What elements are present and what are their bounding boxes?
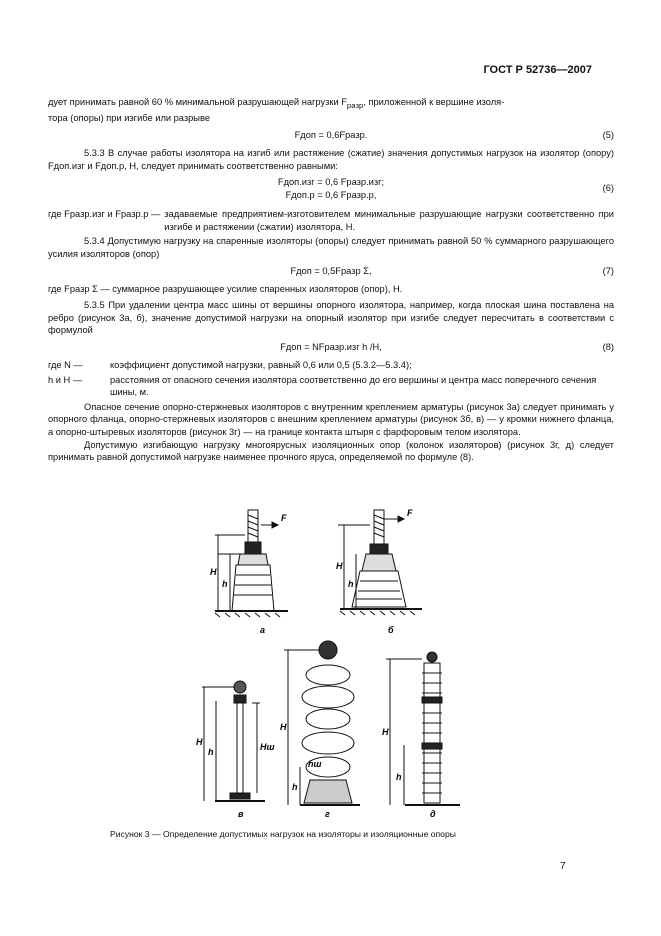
height-hw-label-g: hш [308,759,322,769]
def6-term: где Fразр.изг и Fразр.р — [48,209,161,220]
insulator-a-drawing [215,510,288,617]
definition-6 [48,208,614,233]
figure-3-insulators [160,505,540,823]
subfig-label-v: в [238,809,244,819]
p1-text: дует принимать равной 60 % минимальной разрушающей нагрузки F [48,97,347,107]
def8a-desc: коэффициент допустимой нагрузки, равный 0,6 или 0,5 (5.3.2—5.3.4); [110,359,412,370]
force-label-b: F [407,508,413,518]
eq7-number: (7) [602,265,614,276]
height-h-label-d: h [396,772,402,782]
height-H-label-d: H [382,727,389,737]
height-h-label-v: h [208,747,214,757]
equation-8 [48,341,614,355]
equation-6 [48,176,614,204]
eq8-formula: Fдоп = NFразр.изг h /H, [280,341,382,352]
insulator-v-drawing [202,681,265,801]
height-h-label-a: h [222,579,228,589]
eq6b-formula: Fдоп.р = 0,6 Fразр.р, [285,190,377,201]
p1-subscript: разр [346,100,364,110]
paragraph-multitier: Допустимую изгибающую нагрузку многоярусных изоляционных опор (колонок изоляторов) (рисунок 3г, д) следует принимать равной допустимой нагрузке наименее прочного яруса, определяемой по формуле (8). [48,439,614,463]
height-H-label-v: H [196,737,203,747]
height-H-label-g: H [280,722,287,732]
force-label-a: F [281,513,287,523]
height-H-label-a: H [210,567,217,577]
definition-8b [48,374,614,399]
height-h-label-b: h [348,579,354,589]
def8b-desc: расстояния от опасного сечения изолятора соответственно до его вершины и центра масс поперечного сечения шины, м. [110,374,597,398]
eq5-formula: Fдоп = 0,6Fразр. [294,130,368,141]
definition-7: где Fразр Σ — суммарное разрушающее усилие спаренных изоляторов (опор), Н. [48,283,403,294]
eq6a-formula: Fдоп.изг = 0,6 Fразр.изг; [277,177,385,188]
eq8-number: (8) [602,341,614,352]
subfig-label-d: д [430,809,436,819]
insulator-d-drawing [386,652,460,805]
insulator-b-drawing [338,510,422,615]
equation-7 [48,265,614,279]
paragraph-5-3-4: 5.3.4 Допустимую нагрузку на спаренные изоляторы (опоры) следует принимать равной 50 % суммарного разрушающего усилия изоляторов (опор) [48,236,614,260]
figure-caption: Рисунок 3 — Определение допустимых нагрузок на изоляторы и изоляционные опоры [110,829,456,839]
def6-desc: задаваемые предприятием-изготовителем минимальные разрушающие нагрузки соответственно при изгибе и растяжении (сжатии) изолятора, Н. [164,209,614,232]
p1-line2: тора (опоры) при изгибе или разрыве [48,113,210,124]
height-h-label-g: h [292,782,298,792]
body-text [48,96,614,464]
document-header: ГОСТ Р 52736—2007 [483,64,592,76]
eq6-number: (6) [602,183,614,194]
paragraph-critical-section: Опасное сечение опорно-стержневых изоляторов с внутренним креплением арматуры (рисунок 3а) следует принимать у опорного фланца, опорно-стержневых изоляторов с внешним креплением арматуры (рисунок 3б, в) — у кромки нижнего фланца, а опорно-штыревых изоляторов (рисунок 3г) — на границе контакта штыря с фарфоровым телом изолятора. [48,401,614,437]
definition-8a [48,359,614,372]
eq7-formula: Fдоп = 0,5Fразр Σ, [290,265,372,276]
p1-text-b: , приложенной к вершине изоля- [363,97,505,107]
paragraph-5-3-5: 5.3.5 При удалении центра масс шины от вершины опорного изолятора, например, когда плоская шина поставлена на ребро (рисунок 3а, б), значение допустимой нагрузки на опорный изолятор при изгибе следует пересчитать в соответствии с формулой [48,300,614,336]
equation-5 [48,129,614,143]
paragraph-continuation [48,96,614,112]
height-H-label-b: H [336,561,343,571]
def8a-term: где N — [48,359,83,370]
subfig-label-g: г [325,809,330,819]
paragraph-5-3-3: 5.3.3 В случае работы изолятора на изгиб или растяжение (сжатие) значения допустимых нагрузок на изолятор (опору) Fдоп.изг и Fдоп.р, Н, следует принимать соответственно равными: [48,148,614,171]
subfig-label-b: б [388,625,394,635]
height-Hw-label-v: Hш [260,742,275,752]
def8b-term: h и H — [48,374,83,385]
subfig-label-a: а [260,625,266,635]
page-number: 7 [560,861,566,872]
eq5-number: (5) [602,130,614,141]
insulator-g-drawing [284,641,360,805]
